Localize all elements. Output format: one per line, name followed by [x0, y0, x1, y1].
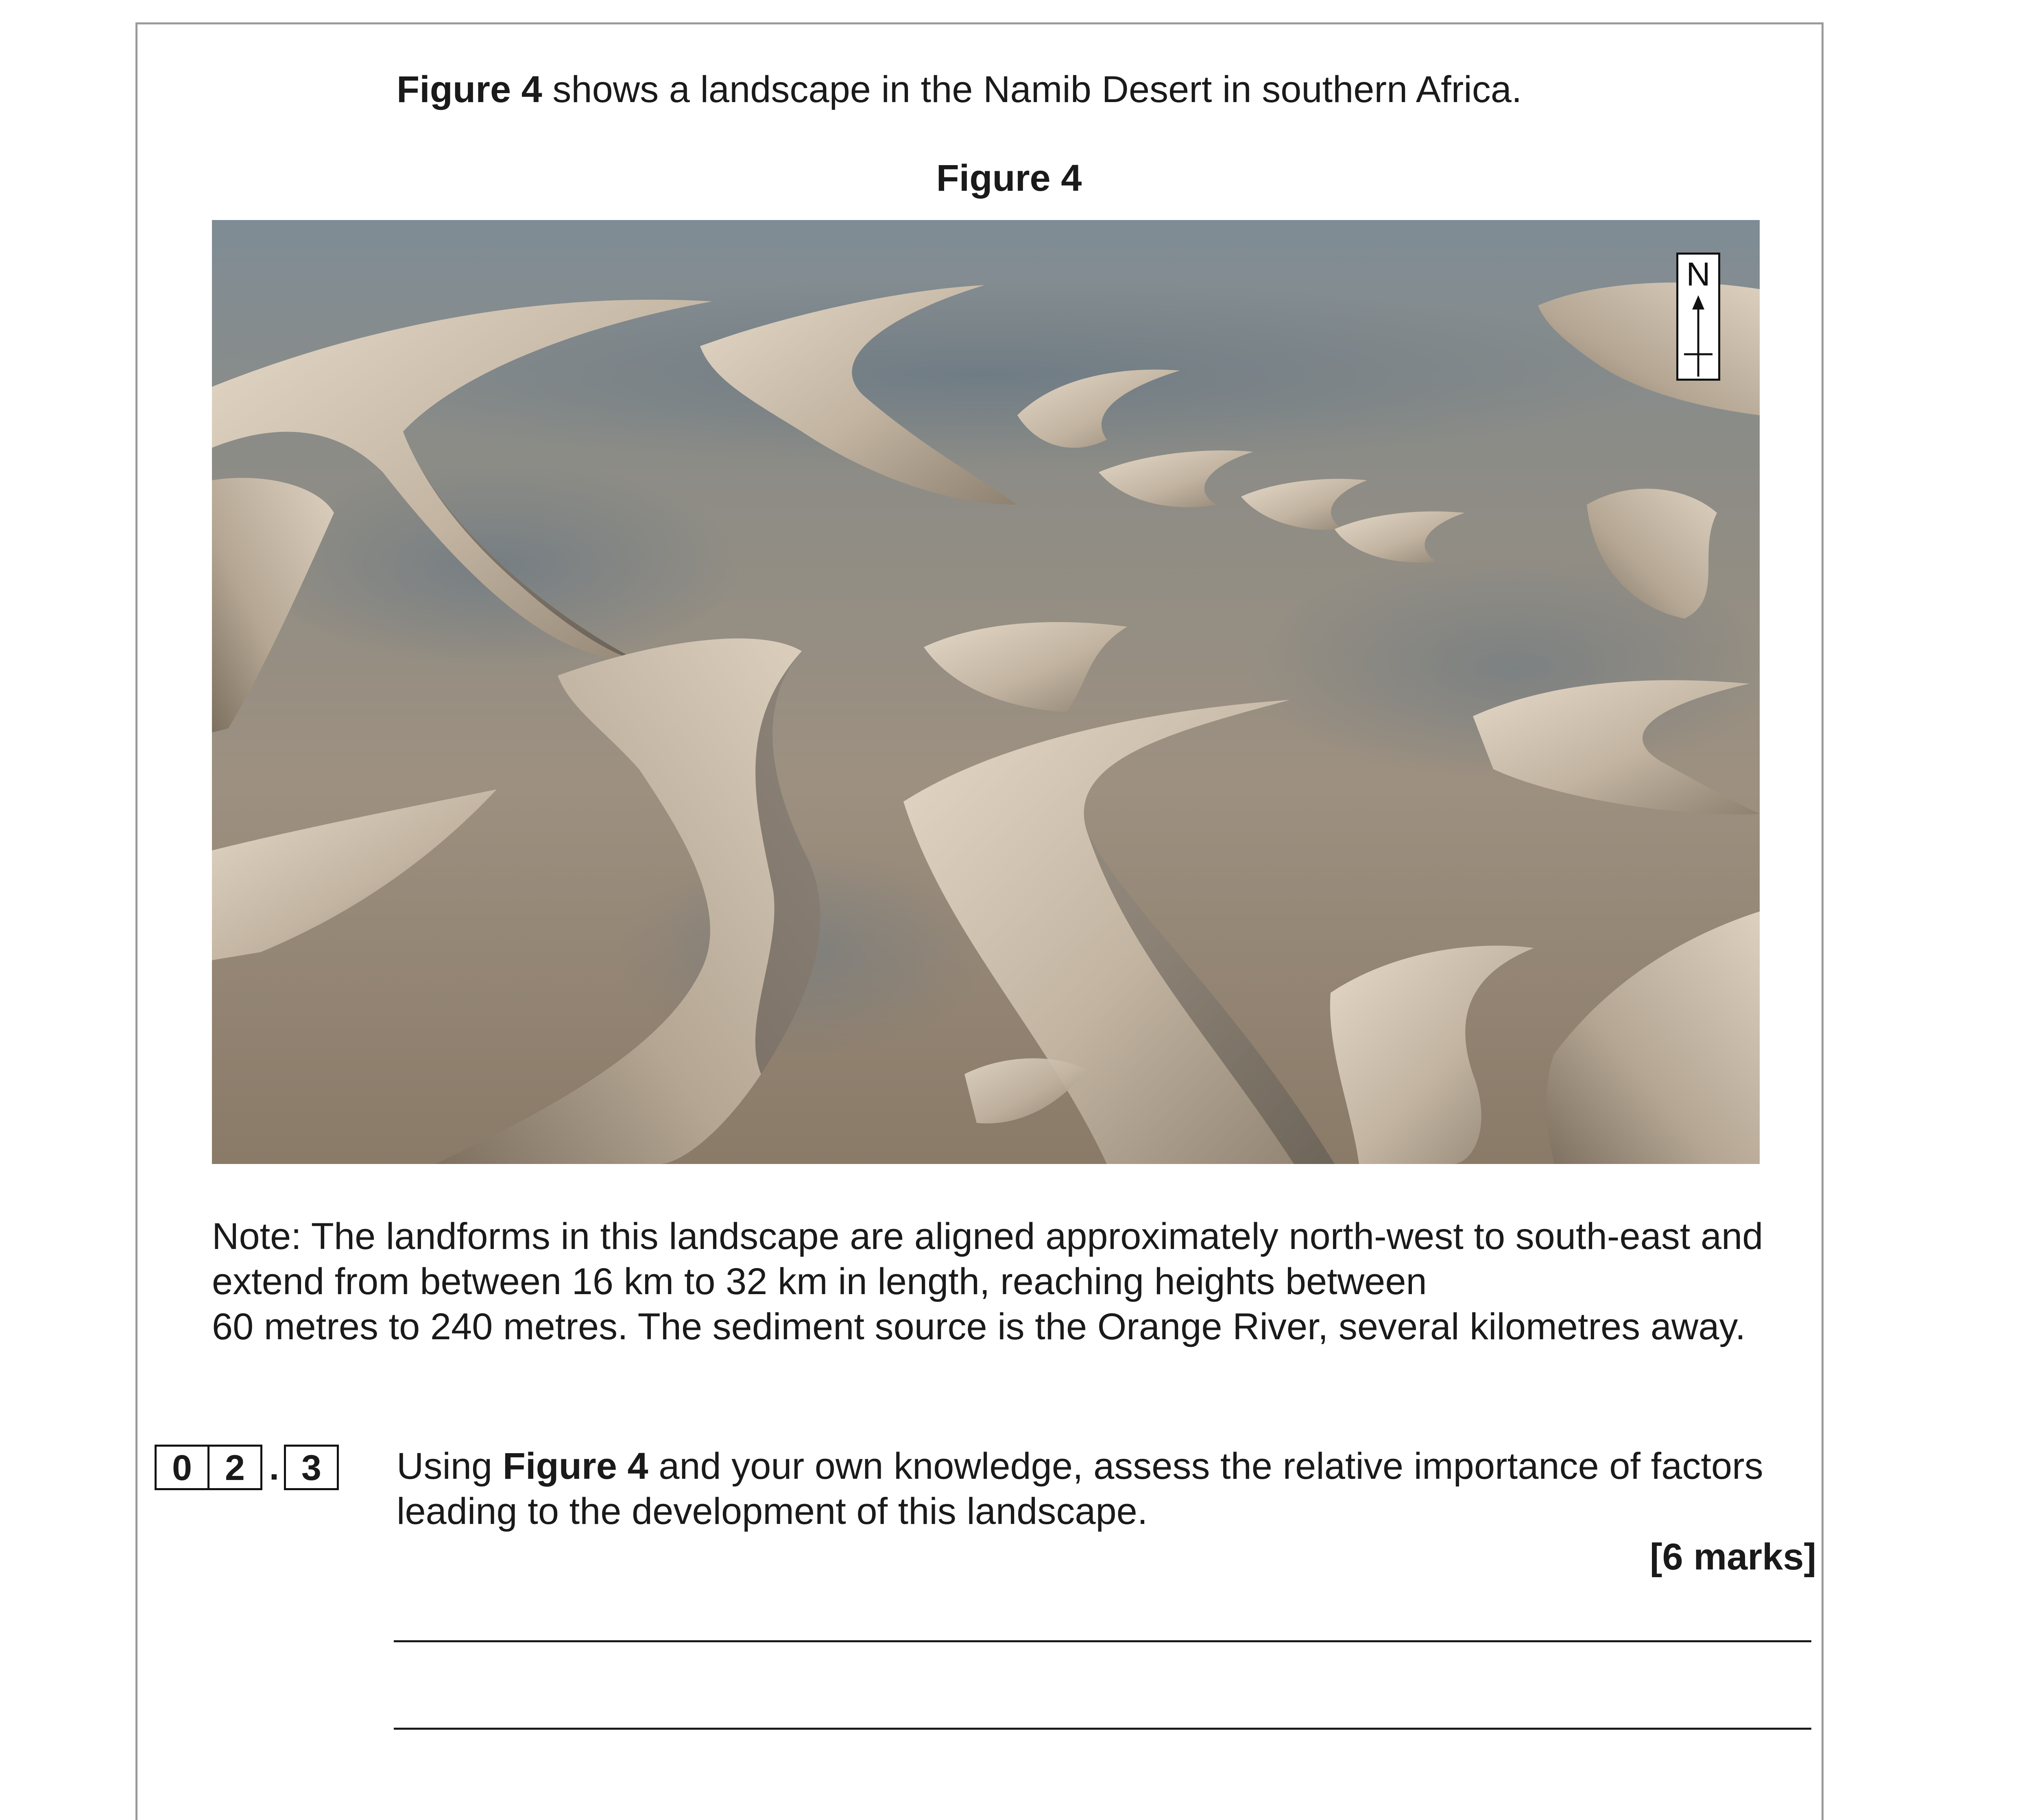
intro-body: shows a landscape in the Namib Desert in southern Africa. [542, 69, 1522, 110]
question-line-2: leading to the development of this landscape. [397, 1491, 1148, 1532]
note-line: extend from between 16 km to 32 km in length, reaching heights between [212, 1261, 1427, 1302]
north-label: N [1686, 256, 1710, 293]
question-prefix: Using [397, 1445, 503, 1487]
question-text [397, 1444, 1763, 1534]
question-line-1 [397, 1444, 1763, 1489]
question-digit: 3 [284, 1445, 339, 1490]
figure-note [212, 1214, 1839, 1349]
question-separator: . [269, 1447, 279, 1487]
marks-label: [6 marks] [1649, 1536, 1816, 1578]
question-digit: 2 [207, 1445, 262, 1490]
answer-line[interactable] [394, 1728, 1811, 1730]
namib-dunes-photo [212, 220, 1760, 1164]
dune-landscape-illustration [212, 220, 1760, 1164]
note-line: Note: The landforms in this landscape are aligned approximately north-west to south-east and [212, 1216, 1763, 1257]
interdune-flat [293, 281, 1676, 468]
intro-figure-ref: Figure 4 [397, 69, 542, 110]
question-figure-ref: Figure 4 [502, 1445, 648, 1487]
answer-line[interactable] [394, 1640, 1811, 1642]
north-arrow-icon [1678, 293, 1718, 381]
question-suffix: and your own knowledge, assess the relative importance of factors [648, 1445, 1763, 1487]
figure-title: Figure 4 [936, 157, 1082, 199]
north-arrow [1676, 253, 1720, 381]
question-digit: 0 [155, 1445, 209, 1490]
question-number [155, 1443, 339, 1492]
intro-text [397, 65, 1522, 114]
note-line: 60 metres to 240 metres. The sediment source is the Orange River, several kilometres away. [212, 1306, 1746, 1347]
